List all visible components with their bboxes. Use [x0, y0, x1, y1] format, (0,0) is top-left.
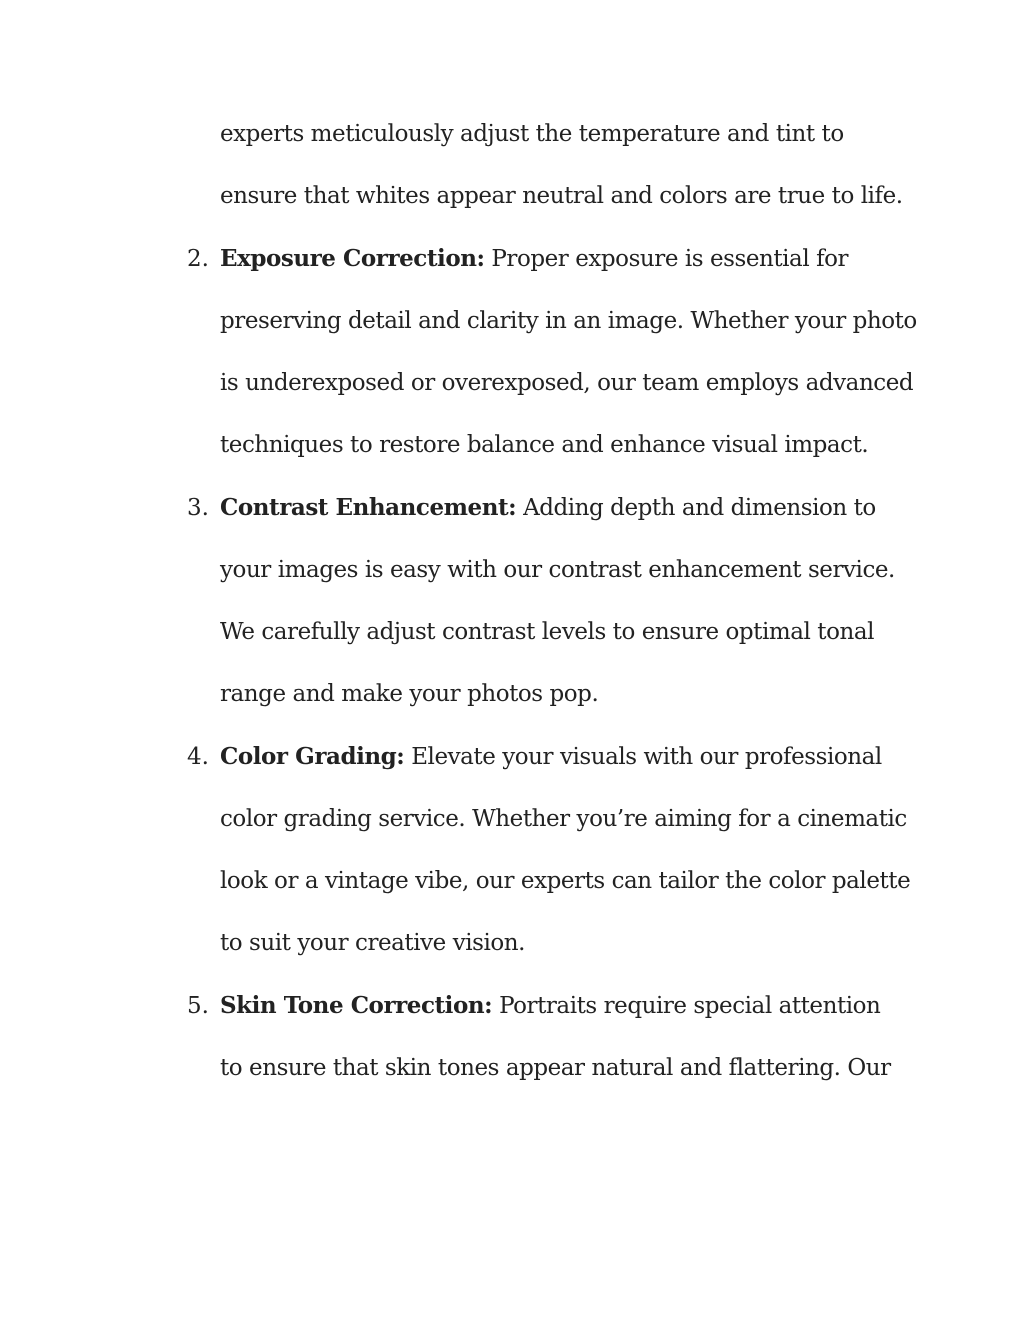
list-item-5-line: to ensure that skin tones appear natural and flattering. Our [220, 1055, 891, 1081]
list-item-3-first-line [220, 493, 876, 523]
list-item-2-line: techniques to restore balance and enhance visual impact. [220, 432, 869, 458]
list-item-5-first-text: Portraits require special attention [499, 993, 881, 1019]
list-item-3-term: Contrast Enhancement: [220, 494, 517, 521]
list-number-3: 3. [187, 495, 209, 521]
list-number-5: 5. [187, 993, 209, 1019]
list-item-2-line: is underexposed or overexposed, our team employs advanced [220, 370, 914, 396]
list-item-2-line: preserving detail and clarity in an image. Whether your photo [220, 308, 917, 334]
list-number-2: 2. [187, 246, 209, 272]
list-item-3-line: your images is easy with our contrast enhancement service. [220, 557, 895, 583]
intro-line-2: ensure that whites appear neutral and colors are true to life. [220, 183, 903, 209]
list-item-3-line: range and make your photos pop. [220, 681, 599, 707]
list-item-4-first-text: Elevate your visuals with our professional [411, 744, 882, 770]
list-number-4: 4. [187, 744, 209, 770]
list-item-4-line: to suit your creative vision. [220, 930, 526, 956]
intro-line-1: experts meticulously adjust the temperature and tint to [220, 121, 844, 147]
list-item-5-first-line [220, 991, 880, 1021]
list-item-4-term: Color Grading: [220, 743, 405, 770]
list-item-2-term: Exposure Correction: [220, 245, 485, 272]
list-item-2-first-text: Proper exposure is essential for [491, 246, 849, 272]
list-item-5-term: Skin Tone Correction: [220, 992, 493, 1019]
list-item-3-line: We carefully adjust contrast levels to ensure optimal tonal [220, 619, 874, 645]
list-item-4-line: color grading service. Whether you’re aiming for a cinematic [220, 806, 907, 832]
list-item-4-first-line [220, 742, 882, 772]
list-item-4-line: look or a vintage vibe, our experts can tailor the color palette [220, 868, 911, 894]
list-item-2-first-line [220, 244, 848, 274]
list-item-3-first-text: Adding depth and dimension to [523, 495, 876, 521]
